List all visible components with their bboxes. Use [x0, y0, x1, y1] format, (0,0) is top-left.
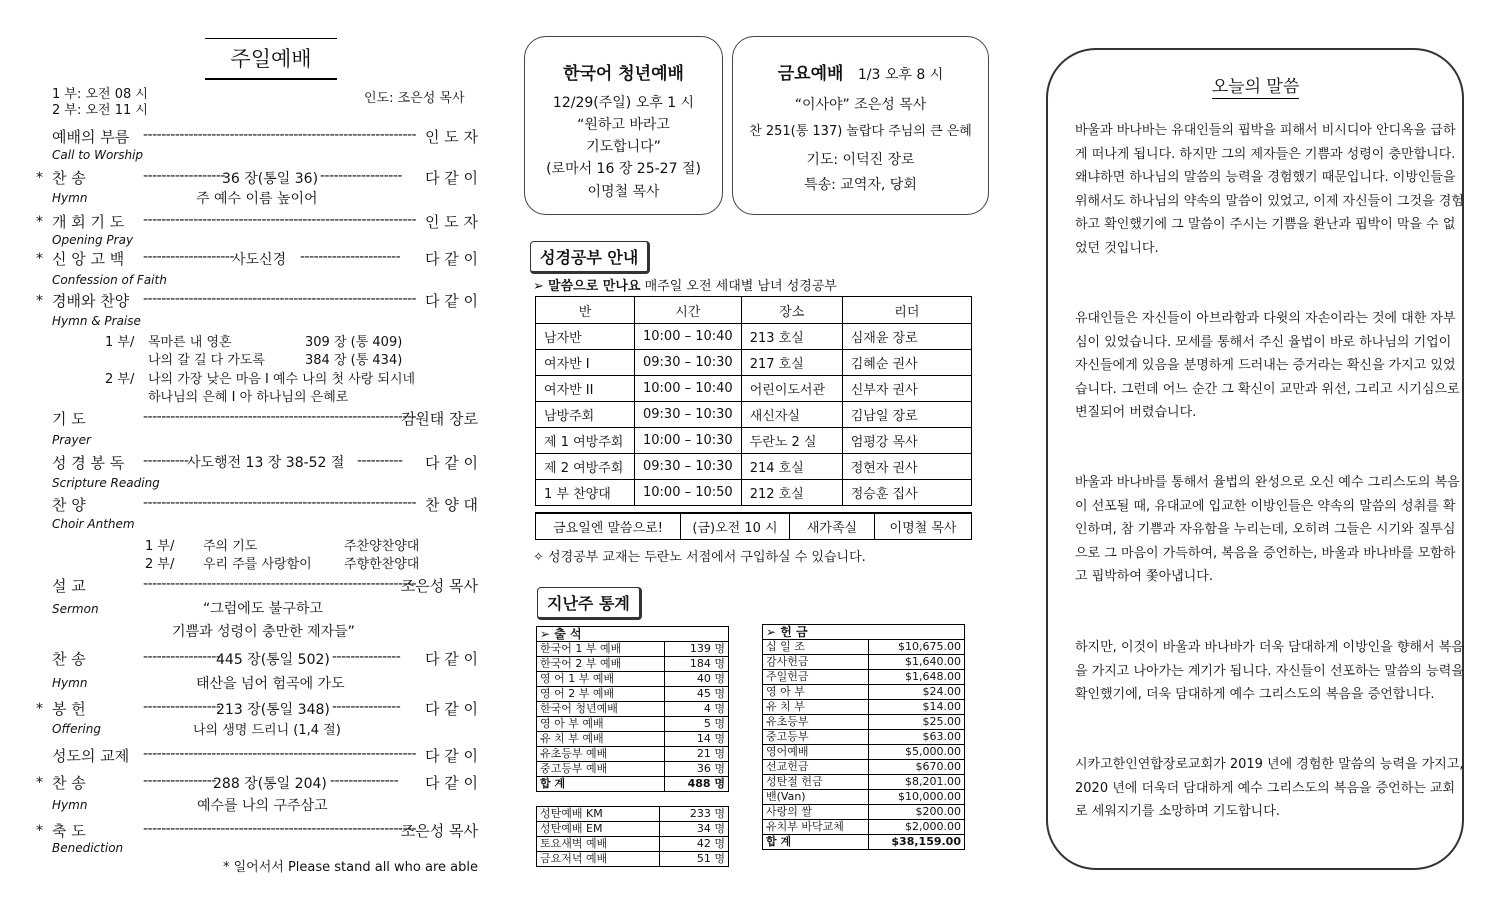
room-cell: 213 호실 — [741, 324, 842, 350]
total-row — [763, 835, 965, 850]
class-cell: 제 2 여방주회 — [536, 454, 635, 480]
order-role: 인 도 자 — [424, 128, 478, 146]
offering-label: 감사헌금 — [763, 655, 869, 670]
praise-song: 목마른 내 영혼 — [148, 335, 232, 350]
attendance-label: 영 아 부 예배 — [537, 717, 665, 732]
leader-dots: ------------------------------------------------------------ — [143, 409, 417, 425]
order-detail: 288 장(통일 204) — [213, 776, 327, 792]
offering-label: 성탄절 헌금 — [763, 775, 869, 790]
room-cell: 두란노 2 실 — [741, 428, 842, 454]
time-cell: 10:00 – 10:50 — [635, 480, 742, 506]
order-role: 다 같 이 — [424, 454, 478, 472]
leader-dots: ------------------------------------------------------------ — [143, 127, 417, 143]
order-detail: 213 장(통일 348) — [216, 702, 330, 718]
total-label: 합 계 — [537, 777, 665, 792]
choir-part: 1 부/ — [145, 539, 175, 554]
worship-order — [0, 0, 510, 908]
order-subtitle: Call to Worship — [52, 148, 144, 162]
attendance-count: 45 명 — [664, 687, 728, 702]
offering-label: 영어예배 — [763, 745, 869, 760]
order-role: 다 같 이 — [424, 747, 478, 765]
class-cell: 남자반 — [536, 324, 635, 350]
table-row — [763, 640, 965, 655]
offering-amount: $1,648.00 — [869, 670, 965, 685]
table-row — [763, 790, 965, 805]
leader-dots: ---------------- — [143, 773, 216, 789]
attendance-label: 한국어 1 부 예배 — [537, 642, 665, 657]
leader-cell: 이명철 목사 — [875, 513, 972, 540]
friday-heading — [733, 59, 988, 84]
table-row — [537, 762, 729, 777]
table-row — [537, 672, 729, 687]
stand-marker: * — [36, 251, 43, 267]
attendance-label: 성탄예배 KM — [537, 807, 660, 822]
table-row — [537, 807, 729, 822]
order-subtitle: Benediction — [52, 841, 124, 855]
room-cell: 214 호실 — [741, 454, 842, 480]
youth-worship-box — [524, 36, 723, 215]
word-paragraph-2: 유대인들은 자신들이 아브라함과 다윗의 자손이라는 것에 대한 자부심이 있었습니다. 모세를 통해서 주신 율법이 바로 하나님의 기업이 자신들에게 있음을 분명하게 드러내는 증거라는 확신을 가지고 있었습니다. 그런데 어느 순간 그 확신이 교만과 위선, 그리고 시기심으로 변질되어 버렸습니다. — [1075, 311, 1460, 421]
praise-song: 나의 갈 길 다 가도록 — [148, 353, 265, 368]
praise-part: 2 부/ — [105, 372, 135, 387]
order-subtitle: Hymn — [52, 798, 88, 812]
room-cell: 새신자실 — [741, 402, 842, 428]
table-row — [537, 702, 729, 717]
column-header: 장소 — [741, 297, 842, 324]
offering-title-text: 헌 금 — [780, 625, 808, 639]
attendance-label: 한국어 청년예배 — [537, 702, 665, 717]
friday-title: 금요예배 — [777, 64, 844, 84]
offering-amount: $10,675.00 — [869, 640, 965, 655]
leader-dots: --------------- — [332, 699, 401, 715]
table-row — [763, 700, 965, 715]
leader-dots: --------------- — [332, 649, 401, 665]
table-row — [536, 428, 972, 454]
leader-cell: 엄평강 목사 — [842, 428, 971, 454]
leader-cell: 김남일 장로 — [842, 402, 971, 428]
hymn-title: 예수를 나의 구주삼고 — [197, 798, 328, 814]
leader-cell: 신부자 권사 — [842, 376, 971, 402]
attendance-count: 42 명 — [659, 837, 729, 852]
attendance-label: 중고등부 예배 — [537, 762, 665, 777]
offering-amount: $24.00 — [869, 685, 965, 700]
order-label: 찬 송 — [52, 774, 86, 792]
order-subtitle: Hymn & Praise — [52, 314, 141, 328]
stand-footnote: * 일어서서 Please stand all who are able — [222, 860, 478, 875]
attendance-count: 36 명 — [664, 762, 728, 777]
offering-amount: $5,000.00 — [869, 745, 965, 760]
time-cell: 10:00 – 10:40 — [635, 324, 742, 350]
order-label: 봉 헌 — [52, 700, 86, 718]
attendance-count: 139 명 — [664, 642, 728, 657]
offering-amount: $670.00 — [869, 760, 965, 775]
youth-theme-1: “원하고 바라고 — [577, 117, 670, 133]
offering-label: 유치부 바닥교체 — [763, 820, 869, 835]
special-attendance-table — [536, 806, 729, 867]
leader-dots: ------------------ — [143, 168, 225, 184]
offering-label: 밴(Van) — [763, 790, 869, 805]
choir-song: 우리 주를 사랑함이 — [203, 557, 312, 572]
order-detail: 36 장(통일 36) — [222, 171, 319, 187]
order-label: 찬 송 — [52, 169, 86, 187]
leader-dots: ------------------------------------------------------------ — [143, 495, 417, 511]
attendance-count: 40 명 — [664, 672, 728, 687]
attendance-count: 5 명 — [664, 717, 728, 732]
leader-dots: ------------------ — [320, 168, 402, 184]
order-label: 설 교 — [52, 577, 86, 595]
class-cell: 금요일엔 말씀으로! — [536, 513, 681, 540]
order-label: 찬 송 — [52, 650, 86, 668]
room-cell: 새가족실 — [790, 513, 875, 540]
todays-word-title — [1046, 72, 1465, 97]
leader-dots: ---------------------- — [300, 249, 401, 265]
table-row — [763, 715, 965, 730]
table-header-row — [763, 625, 965, 640]
class-cell: 남방주회 — [536, 402, 635, 428]
table-row — [536, 324, 972, 350]
bible-study-note-text: 성경공부 교재는 두란노 서점에서 구입하실 수 있습니다. — [548, 550, 866, 565]
total-label: 합 계 — [763, 835, 869, 850]
order-label: 성도의 교제 — [52, 747, 130, 765]
worship-title: 주일예배 — [205, 38, 337, 80]
order-role: 다 같 이 — [424, 774, 478, 792]
praise-song: 나의 가장 낮은 마음 I 예수 나의 첫 사랑 되시네 — [148, 372, 416, 387]
stand-marker: * — [36, 701, 43, 717]
friday-sermon: “이사야” 조은성 목사 — [794, 97, 927, 113]
attendance-count: 21 명 — [664, 747, 728, 762]
table-row — [537, 852, 729, 867]
attendance-count: 184 명 — [664, 657, 728, 672]
table-row — [763, 670, 965, 685]
attendance-count: 34 명 — [659, 822, 729, 837]
table-header-row — [536, 297, 972, 324]
table-row — [536, 350, 972, 376]
table-row — [536, 402, 972, 428]
order-detail: 445 장(통일 502) — [216, 652, 330, 668]
bible-study-intro — [533, 275, 837, 294]
bible-study-table — [535, 296, 972, 506]
word-paragraph-1: 바울과 바나바는 유대인들의 핍박을 피해서 비시디아 안디옥을 급하게 떠나게 됩니다. 하지만 그의 제자들은 기쁨과 성령이 충만합니다. 왜냐하면 하나님의 말씀의 능력을 경험했기 때문입니다. 이방인들을 위해서도 하나님의 약속의 말씀이 있었고, 이제 자신들이 그것을 경험하고 확인했기에 그 말씀이 주시는 기쁨을 환난과 핍박이 막을 수 없었던 것입니다. — [1075, 123, 1464, 256]
leader-dots: ---------- — [143, 453, 189, 469]
arrow-icon: ➢ — [533, 279, 544, 294]
table-row — [536, 480, 972, 506]
order-label: 경배와 찬양 — [52, 292, 130, 310]
class-cell: 1 부 찬양대 — [536, 480, 635, 506]
order-role: 다 같 이 — [424, 250, 478, 268]
order-role: 조은성 목사 — [400, 577, 478, 595]
time-cell: 09:30 – 10:30 — [635, 402, 742, 428]
hymn-title: 주 예수 이름 높이어 — [196, 191, 318, 207]
friday-special-song: 특송: 교역자, 당회 — [804, 177, 917, 193]
table-row — [537, 732, 729, 747]
order-label: 신 앙 고 백 — [52, 250, 125, 268]
order-detail: 사도신경 — [232, 252, 287, 268]
leader-dots: ------------------------------------------------------------ — [143, 291, 417, 307]
stand-marker: * — [36, 823, 43, 839]
attendance-count: 14 명 — [664, 732, 728, 747]
friday-study-row — [535, 512, 972, 540]
table-row — [537, 747, 729, 762]
arrow-icon: ➢ — [540, 627, 551, 641]
leader-cell: 정승훈 집사 — [842, 480, 971, 506]
praise-number: 309 장 (통 409) — [305, 335, 403, 350]
time-cell: 09:30 – 10:30 — [635, 350, 742, 376]
praise-song: 하나님의 은혜 I 아 하나님의 은혜로 — [148, 390, 349, 405]
table-row — [763, 685, 965, 700]
table-row — [537, 687, 729, 702]
order-subtitle: Opening Pray — [52, 233, 134, 247]
leader-cell: 정현자 권사 — [842, 454, 971, 480]
time-cell: 09:30 – 10:30 — [635, 454, 742, 480]
order-subtitle: Hymn — [52, 676, 88, 690]
service-time-1: 1 부: 오전 08 시 — [52, 87, 148, 102]
table-row — [763, 760, 965, 775]
order-role: 다 같 이 — [424, 169, 478, 187]
table-row — [536, 376, 972, 402]
order-role: 찬 양 대 — [424, 496, 478, 514]
order-role: 다 같 이 — [424, 292, 478, 310]
table-row — [763, 805, 965, 820]
choir-group: 주향한찬양대 — [344, 557, 420, 572]
todays-word-title-text: 오늘의 말씀 — [1211, 77, 1300, 97]
youth-date: 12/29(주일) 오후 1 시 — [552, 95, 695, 111]
youth-scripture: (로마서 16 장 25-27 절) — [546, 161, 701, 177]
offering-amount: $25.00 — [869, 715, 965, 730]
stand-marker: * — [36, 170, 43, 186]
table-row — [763, 730, 965, 745]
order-subtitle: Confession of Faith — [52, 273, 167, 287]
diamond-icon: ✧ — [533, 550, 544, 565]
offering-amount: $8,201.00 — [869, 775, 965, 790]
leader-dots: ----------------- — [143, 649, 221, 665]
column-header: 반 — [536, 297, 635, 324]
table-row — [763, 775, 965, 790]
table-header-row — [537, 627, 729, 642]
sermon-title-line1: “그럼에도 불구하고 — [203, 601, 323, 617]
attendance-label: 유초등부 예배 — [537, 747, 665, 762]
worship-leader: 인도: 조은성 목사 — [364, 91, 465, 106]
class-cell: 여자반 I — [536, 350, 635, 376]
offering-label: 십 일 조 — [763, 640, 869, 655]
room-cell: 어린이도서관 — [741, 376, 842, 402]
offering-amount: $10,000.00 — [869, 790, 965, 805]
arrow-icon: ➢ — [766, 625, 777, 639]
youth-theme-2: 기도합니다” — [586, 139, 661, 155]
friday-hymn: 찬 251(통 137) 놀랍다 주님의 큰 은혜 — [749, 124, 972, 139]
statistics-heading: 지난주 통계 — [537, 587, 642, 620]
total-count: 488 명 — [664, 777, 728, 792]
word-paragraph-3: 바울과 바나바를 통해서 율법의 완성으로 오신 예수 그리스도의 복음이 선포될 때, 유대교에 입교한 이방인들은 약속의 말씀의 성취를 확인하며, 참 기쁨과 자유함을 누리는데, 오히려 그들은 시기와 질투심으로 그 마음이 가득하여, 복음을 증언하는, 바울과 바나바를 모함하고 핍박하여 쫓아냅니다. — [1075, 475, 1460, 585]
table-row — [763, 820, 965, 835]
order-role: 조은성 목사 — [400, 822, 478, 840]
leader-dots: -------------------- — [143, 249, 235, 265]
leader-dots: ------------------------------------------------------------ — [143, 746, 417, 762]
offering-amount: $63.00 — [869, 730, 965, 745]
offering-amount: $200.00 — [869, 805, 965, 820]
attendance-title — [537, 627, 729, 642]
order-subtitle: Offering — [52, 722, 101, 736]
table-row — [536, 513, 972, 540]
order-subtitle: Hymn — [52, 191, 88, 205]
service-time-2: 2 부: 오전 11 시 — [52, 103, 148, 118]
attendance-label: 영 어 2 부 예배 — [537, 687, 665, 702]
order-subtitle: Prayer — [52, 433, 91, 447]
table-row — [537, 822, 729, 837]
attendance-label: 금요저녁 예배 — [537, 852, 660, 867]
bible-study-heading: 성경공부 안내 — [530, 241, 650, 274]
table-row — [536, 454, 972, 480]
total-amount: $38,159.00 — [869, 835, 965, 850]
table-row — [537, 642, 729, 657]
leader-dots: ------------------------------------------------------------ — [143, 821, 417, 837]
attendance-label: 유 치 부 예배 — [537, 732, 665, 747]
hymn-title: 나의 생명 드리니 (1,4 절) — [193, 723, 341, 738]
column-header: 시간 — [635, 297, 742, 324]
order-role: 김원태 장로 — [400, 410, 478, 428]
offering-label: 주일헌금 — [763, 670, 869, 685]
order-label: 개 회 기 도 — [52, 213, 125, 231]
table-row — [763, 745, 965, 760]
order-label: 축 도 — [52, 822, 86, 840]
attendance-table — [536, 626, 729, 792]
class-cell: 제 1 여방주회 — [536, 428, 635, 454]
choir-part: 2 부/ — [145, 557, 175, 572]
attendance-label: 한국어 2 부 예배 — [537, 657, 665, 672]
attendance-count: 4 명 — [664, 702, 728, 717]
bible-study-intro-bold: 말씀으로 만나요 — [548, 279, 641, 294]
offering-table — [762, 624, 965, 850]
praise-number: 384 장 (통 434) — [305, 353, 403, 368]
room-cell: 217 호실 — [741, 350, 842, 376]
leader-cell: 심재윤 장로 — [842, 324, 971, 350]
offering-label: 영 아 부 — [763, 685, 869, 700]
youth-title: 한국어 청년예배 — [563, 64, 684, 84]
choir-group: 주찬양찬양대 — [344, 539, 420, 554]
choir-song: 주의 기도 — [203, 539, 258, 554]
table-row — [537, 657, 729, 672]
total-row — [537, 777, 729, 792]
offering-amount: $14.00 — [869, 700, 965, 715]
attendance-label: 성탄예배 EM — [537, 822, 660, 837]
stand-marker: * — [36, 293, 43, 309]
leader-cell: 김혜순 권사 — [842, 350, 971, 376]
offering-label: 사랑의 쌀 — [763, 805, 869, 820]
attendance-count: 233 명 — [659, 807, 729, 822]
offering-amount: $1,640.00 — [869, 655, 965, 670]
friday-worship-box — [732, 36, 989, 215]
order-subtitle: Sermon — [52, 602, 99, 616]
time-cell: (금)오전 10 시 — [681, 513, 790, 540]
sermon-title-line2: 기쁨과 성령이 충만한 제자들” — [172, 624, 355, 640]
offering-label: 선교헌금 — [763, 760, 869, 775]
offering-label: 유 치 부 — [763, 700, 869, 715]
attendance-label: 토요새벽 예배 — [537, 837, 660, 852]
word-paragraph-4: 하지만, 이것이 바울과 바나바가 더욱 담대하게 이방인을 향해서 복음을 가지고 나아가는 계기가 됩니다. 자신들이 선포하는 말씀의 능력을 확인했기에, 더욱 담대하게 예수 그리스도의 복음을 증언합니다. — [1075, 640, 1464, 703]
order-role: 다 같 이 — [424, 650, 478, 668]
time-cell: 10:00 – 10:30 — [635, 428, 742, 454]
order-subtitle: Choir Anthem — [52, 517, 135, 531]
class-cell: 여자반 II — [536, 376, 635, 402]
attendance-count: 51 명 — [659, 852, 729, 867]
bible-study-note — [533, 546, 866, 565]
attendance-title-text: 출 석 — [554, 627, 582, 641]
time-cell: 10:00 – 10:40 — [635, 376, 742, 402]
order-detail: 사도행전 13 장 38-52 절 — [187, 455, 345, 471]
order-role: 인 도 자 — [424, 213, 478, 231]
offering-amount: $2,000.00 — [869, 820, 965, 835]
friday-prayer: 기도: 이덕진 장로 — [806, 152, 915, 168]
offering-title — [763, 625, 965, 640]
stand-marker: * — [36, 214, 43, 230]
word-paragraph-5: 시카고한인연합장로교회가 2019 년에 경험한 말씀의 능력을 가지고, 2020 년에 더욱더 담대하게 예수 그리스도의 복음을 증언하는 교회로 세워지기를 소망하며 기도합니다. — [1075, 757, 1464, 820]
order-label: 성 경 봉 독 — [52, 454, 125, 472]
bible-study-intro-text: 매주일 오전 세대별 남녀 성경공부 — [644, 279, 837, 294]
order-role: 다 같 이 — [424, 700, 478, 718]
leader-dots: ---------- — [357, 453, 403, 469]
attendance-label: 영 어 1 부 예배 — [537, 672, 665, 687]
youth-preacher: 이명철 목사 — [587, 184, 660, 200]
order-label: 찬 양 — [52, 496, 86, 514]
leader-dots: ------------------------------------------------------------ — [143, 576, 417, 592]
praise-part: 1 부/ — [105, 335, 135, 350]
hymn-title: 태산을 넘어 험곡에 가도 — [196, 676, 345, 692]
leader-dots: --------------- — [330, 773, 399, 789]
order-subtitle: Scripture Reading — [52, 476, 160, 490]
order-label: 기 도 — [52, 410, 86, 428]
column-header: 리더 — [842, 297, 971, 324]
table-row — [537, 837, 729, 852]
order-label: 예배의 부름 — [52, 128, 130, 146]
friday-time: 1/3 오후 8 시 — [857, 67, 944, 83]
room-cell: 212 호실 — [741, 480, 842, 506]
leader-dots: ----------------- — [143, 699, 221, 715]
offering-label: 중고등부 — [763, 730, 869, 745]
offering-label: 유초등부 — [763, 715, 869, 730]
stand-marker: * — [36, 775, 43, 791]
table-row — [763, 655, 965, 670]
leader-dots: ------------------------------------------------------------ — [143, 212, 417, 228]
table-row — [537, 717, 729, 732]
